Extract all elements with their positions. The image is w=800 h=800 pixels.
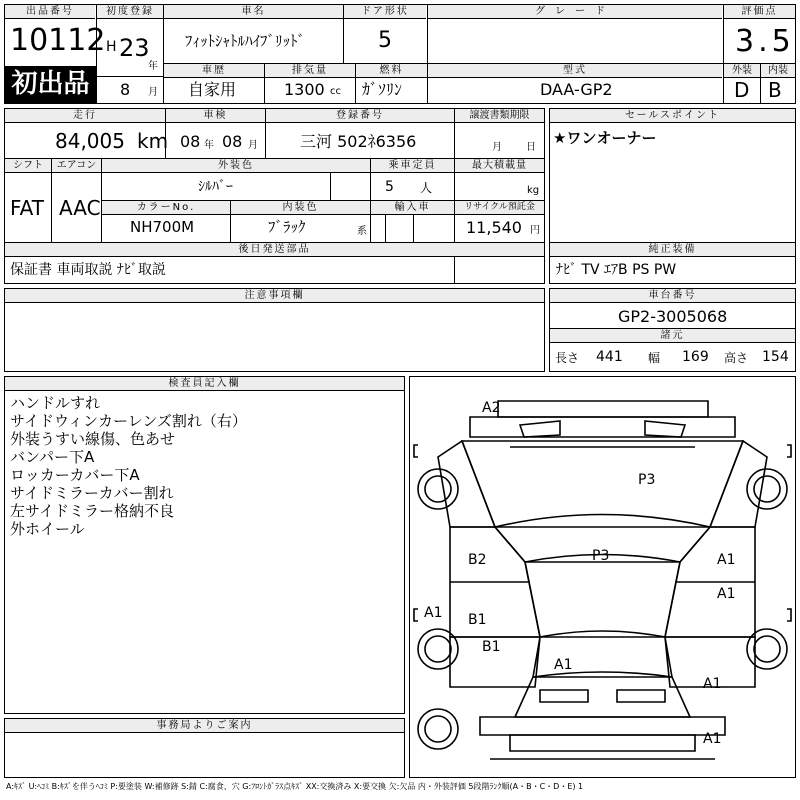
doors-value: 5 [378,28,392,53]
damage-code: P3 [638,472,656,488]
office-label: 事務局よりご案内 [5,719,404,733]
damage-code: A1 [703,731,722,747]
inspector-line: 外ホイール [10,520,85,538]
inspector-label: 検査員記入欄 [5,377,404,391]
chassis-label: 車台番号 [550,289,795,303]
reg-no-label: 登録番号 [266,109,454,123]
capacity-value: 5 [385,179,394,195]
history-value: 自家用 [188,80,237,99]
max-load-label: 最大積載量 [455,159,544,173]
first-reg-month-unit: 月 [148,87,158,98]
equipment-label: 純正装備 [550,243,795,257]
dims-label: 諸元 [550,329,795,343]
recycle-value: 11,540 [466,218,522,237]
first-reg-year: 23 [119,34,150,62]
inspector-line: ロッカーカバー下A [10,466,140,484]
later-parts-label: 後日発送部品 [5,243,544,257]
later-parts-value: 保証書 車両取説 ﾅﾋﾞ取説 [10,262,166,278]
color-no-value: NH700M [130,218,195,236]
inspector-line: バンパー下A [10,448,95,466]
transfer-month-unit: 月 [492,142,502,153]
length-value: 441 [596,349,623,365]
car-outline-diagram [410,377,795,777]
displacement-unit: cc [330,86,341,97]
mileage-value: 84,005 [55,129,125,153]
max-load-unit: kg [527,185,540,196]
car-name-label: 車名 [164,5,343,19]
first-reg-label: 初度登録 [97,5,163,19]
import-label: 輸入車 [371,201,454,215]
width-label: 幅 [648,351,661,365]
model-value: DAA-GP2 [540,80,613,99]
damage-diagram [409,376,796,778]
aircon-label: エアコン [52,159,101,173]
inspector-line: 左サイドミラー格納不良 [10,502,174,520]
damage-code: B2 [468,552,487,568]
damage-code: A1 [717,552,736,568]
color-no-label: カラーNo. [102,201,230,215]
damage-code: A2 [482,400,501,416]
int-color-unit: 系 [357,226,367,237]
aircon-value: AAC [59,196,101,220]
shift-value: FAT [10,196,45,220]
inspector-line: サイドウィンカーレンズ割れ（右） [10,412,247,430]
first-reg-year-unit: 年 [148,61,158,72]
fuel-value: ｶﾞｿﾘﾝ [362,80,403,99]
height-label: 高さ [724,351,749,365]
ext-color-label: 外装色 [102,159,370,173]
inspection-year: 08 [180,132,201,151]
ext-score-label: 外装 [724,64,760,78]
inspection-year-unit: 年 [204,140,214,151]
grade-label: グレード [428,5,722,19]
inspector-line: サイドミラーカバー割れ [10,484,174,502]
capacity-unit: 人 [420,181,433,195]
height-value: 154 [762,349,789,365]
length-label: 長さ [555,351,580,365]
damage-code: B1 [482,639,501,655]
sales-point-value: ★ワンオーナー [553,129,657,147]
displacement-value: 1300 [284,80,325,99]
inspection-label: 車検 [166,109,265,123]
first-listing-badge: 初出品 [5,66,96,103]
ext-score-value: D [734,78,750,102]
model-label: 型式 [428,64,722,78]
equipment-value: ﾅﾋﾞ TV ｴｱB PS PW [556,262,677,278]
inspector-line: ハンドルすれ [10,394,101,412]
recycle-unit: 円 [530,225,540,236]
inspector-line: 外装うすい線傷、色あせ [10,430,176,448]
damage-code: A1 [703,676,722,692]
int-score-value: B [768,78,782,102]
width-value: 169 [682,349,709,365]
doors-label: ドア形状 [344,5,426,19]
ext-color-value: ｼﾙﾊﾞｰ [198,179,233,195]
transfer-day-unit: 日 [526,142,536,153]
transfer-label: 譲渡書類期限 [455,109,544,123]
recycle-label: リサイクル預託金 [455,201,544,215]
reg-no-value: 三河 502ﾈ6356 [300,132,417,151]
damage-code: A1 [554,657,573,673]
lot-number: 10112 [10,23,106,58]
fuel-label: 燃料 [356,64,427,78]
int-score-label: 内装 [761,64,795,78]
lot-label: 出品番号 [5,5,95,19]
score-value: 3.5 [735,24,795,59]
damage-code: B1 [468,612,487,628]
first-reg-month: 8 [120,80,131,99]
displacement-label: 排気量 [265,64,355,78]
score-label: 評価点 [724,5,795,19]
history-label: 車歴 [164,64,264,78]
first-reg-era: H [106,39,117,55]
damage-code: A1 [424,605,443,621]
damage-legend: A:ｷｽﾞ U:ﾍｺﾐ B:ｷｽﾞを伴うﾍｺﾐ P:要塗装 W:補修跡 S:錆 C:腐食、穴 G:ﾌﾛﾝﾄｶﾞﾗｽ点ｷｽﾞ XX:交換済み X:要交換 欠:欠品 内・外装評価 5段階ﾗﾝｸ順(A・B・C・D・E) 1 [6,782,584,791]
int-color-label: 内装色 [231,201,370,215]
notes-label: 注意事項欄 [5,289,544,303]
inspection-month-unit: 月 [248,140,258,151]
capacity-label: 乗車定員 [371,159,454,173]
mileage-unit: km [137,129,169,153]
car-name-value: ﾌｨｯﾄｼｬﾄﾙﾊｲﾌﾞﾘｯﾄﾞ [185,32,306,50]
inspection-month: 08 [222,132,243,151]
damage-code: P3 [592,548,610,564]
damage-code: A1 [717,586,736,602]
sales-point-label: セールスポイント [550,109,795,123]
shift-label: シフト [5,159,51,173]
int-color-value: ﾌﾞﾗｯｸ [268,218,306,236]
chassis-value: GP2-3005068 [618,307,728,326]
mileage-label: 走行 [5,109,165,123]
